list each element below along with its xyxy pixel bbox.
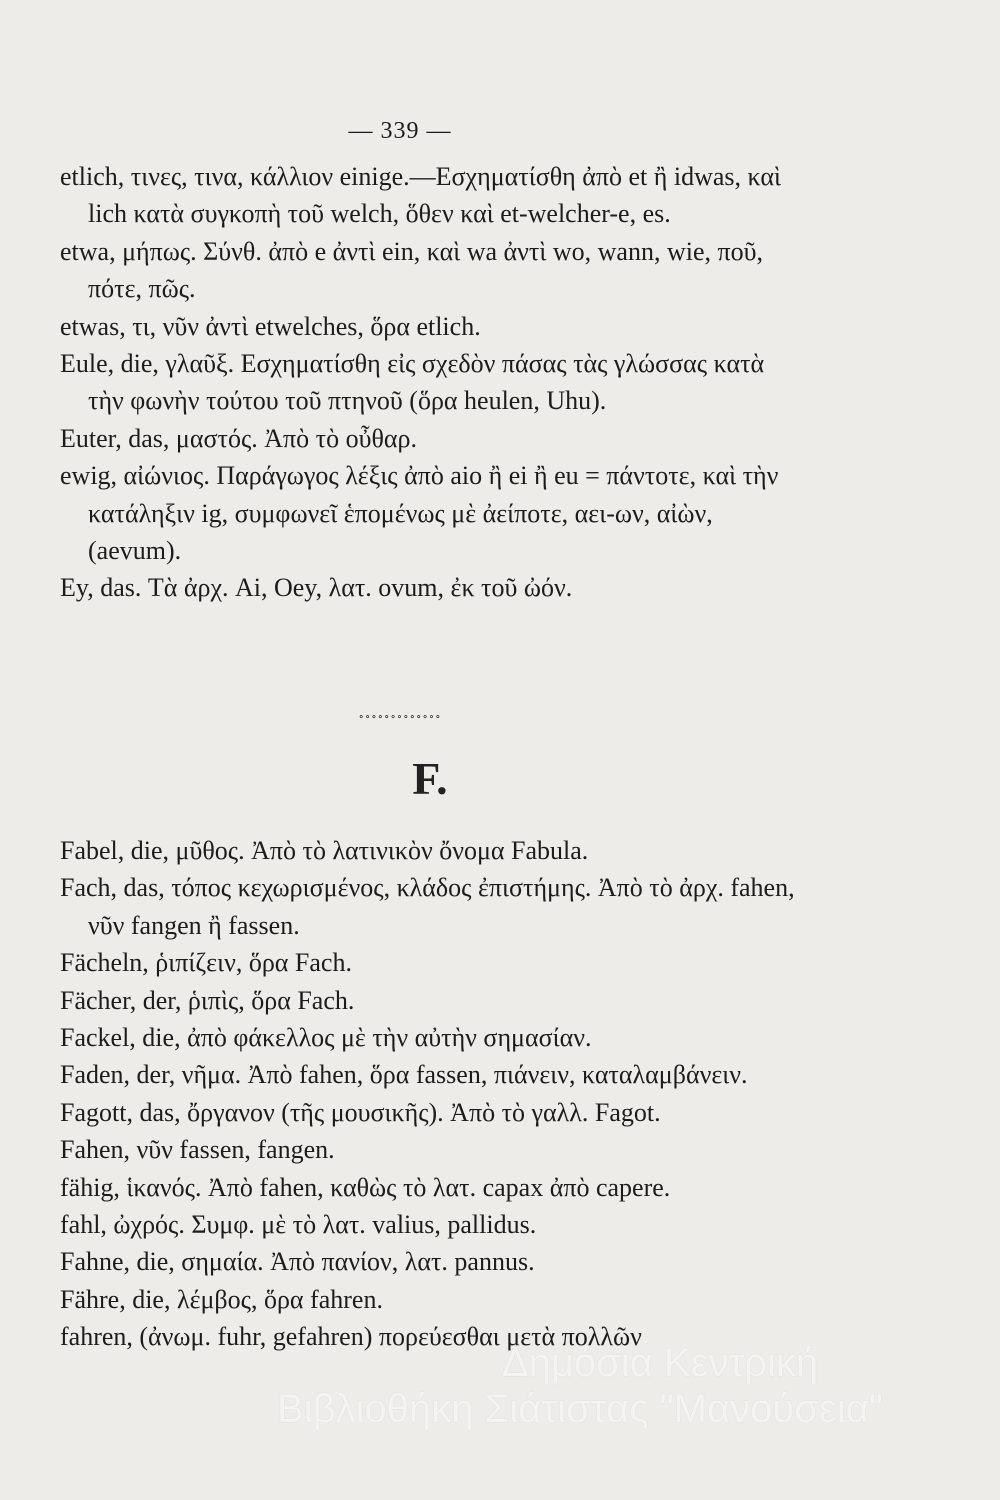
- dictionary-entry: Fächeln, ῥιπίζειν, ὅρα Fach.: [60, 948, 352, 978]
- section-heading-letter: F.: [412, 753, 448, 804]
- dictionary-entry: Fähre, die, λέμβος, ὅρα fahren.: [60, 1284, 383, 1314]
- dictionary-entry: ewig, αἰώνιος. Παράγωγος λέξις ἀπὸ aio ἢ ei ἢ eu = πάντοτε, καὶ τὴν κατάληξιν ig, συμφωνεῖ ἑπομένως μὲ ἀείποτε, αει-ων, αἰὼν, (aevum).: [60, 461, 779, 566]
- dictionary-entry: Fach, das, τόπος κεχωρισμένος, κλάδος ἐπιστήμης. Ἀπὸ τὸ ἀρχ. fahen, νῦν fangen ἢ fassen.: [60, 873, 795, 940]
- dictionary-entry: fahren, (ἀνωμ. fuhr, gefahren) πορεύεσθαι μετὰ πολλῶν: [60, 1322, 642, 1352]
- dictionary-entry: fähig, ἱκανός. Ἀπὸ fahen, καθὼς τὸ λατ. capax ἀπὸ capere.: [60, 1172, 671, 1202]
- dictionary-entry: Eule, die, γλαῦξ. Εσχηματίσθη εἰς σχεδὸν πάσας τὰς γλώσσας κατὰ τὴν φωνὴν τούτου τοῦ πτηνοῦ (ὅρα heulen, Uhu).: [60, 349, 765, 416]
- dictionary-entry: etlich, τινες, τινα, κάλλιον einige.—Εσχηματίσθη ἀπὸ et ἢ idwas, καὶ lich κατὰ συγκοπὴ τοῦ welch, ὅθεν καὶ et-welcher-e, es.: [60, 162, 782, 229]
- page-number: — 339 —: [348, 118, 452, 144]
- dictionary-entry: fahl, ὠχρός. Συμφ. μὲ τὸ λατ. valius, pallidus.: [60, 1210, 537, 1240]
- watermark-line-2: Βιβλιοθήκη Σιάτιστας "Μανούσεια": [277, 1387, 883, 1431]
- dictionary-entries-f: [60, 832, 800, 1356]
- dictionary-entry: Ey, das. Τὰ ἀρχ. Ai, Oey, λατ. ovum, ἐκ τοῦ ὠόν.: [60, 573, 573, 603]
- dictionary-entry: Fagott, das, ὄργανον (τῆς μουσικῆς). Ἀπὸ τὸ γαλλ. Fagot.: [60, 1097, 661, 1127]
- dictionary-entry: Fackel, die, ἀπὸ φάκελλος μὲ τὴν αὐτὴν σημασίαν.: [60, 1023, 592, 1053]
- dictionary-entry: Euter, das, μαστός. Ἀπὸ τὸ οὖθαρ.: [60, 423, 418, 453]
- dictionary-entry: Fabel, die, μῦθος. Ἀπὸ τὸ λατινικὸν ὄνομα Fabula.: [60, 836, 589, 865]
- dictionary-entry: Faden, der, νῆμα. Ἀπὸ fahen, ὅρα fassen, πιάνειν, καταλαμβάνειν.: [60, 1060, 748, 1090]
- dictionary-entries-e: [60, 158, 800, 607]
- dictionary-entry: etwa, μήπως. Σύνθ. ἀπὸ e ἀντὶ ein, καὶ wa ἀντὶ wo, wann, wie, ποῦ, πότε, πῶς.: [60, 236, 764, 304]
- dictionary-entry: Fahne, die, σημαία. Ἀπὸ πανίον, λατ. pannus.: [60, 1247, 535, 1277]
- section-divider-ornament: ∘∘∘∘∘∘∘∘∘∘∘∘∘: [358, 711, 442, 723]
- watermark-line-1: Δημόσια Κεντρική: [501, 1341, 819, 1385]
- dictionary-entry: Fächer, der, ῥιπὶς, ὅρα Fach.: [60, 985, 355, 1015]
- dictionary-entry: Fahen, νῦν fassen, fangen.: [60, 1135, 335, 1165]
- dictionary-entry: etwas, τι, νῦν ἀντὶ etwelches, ὅρα etlich.: [60, 311, 481, 341]
